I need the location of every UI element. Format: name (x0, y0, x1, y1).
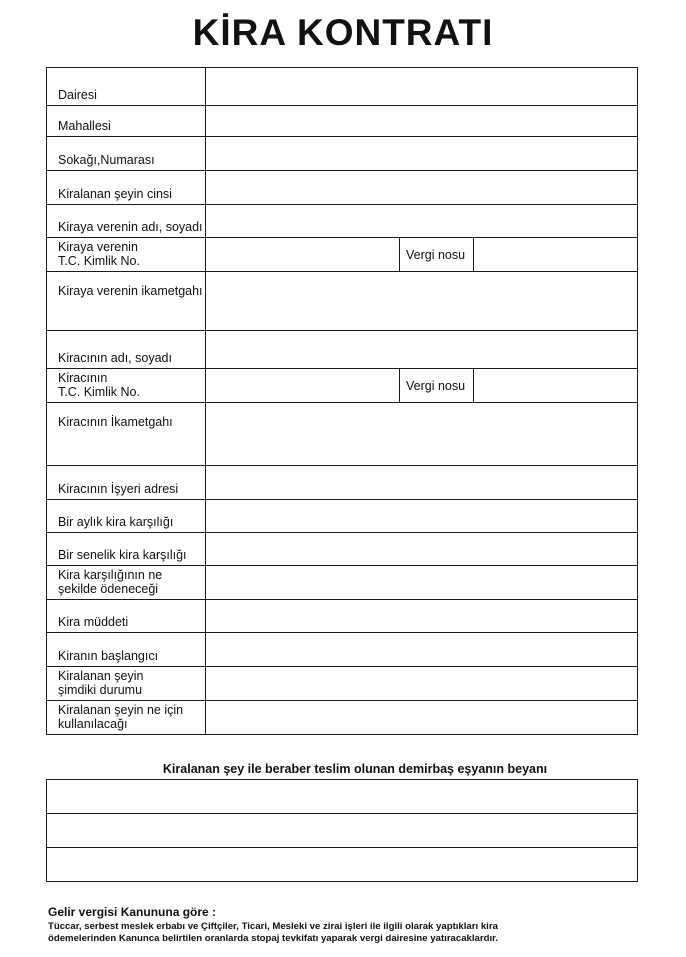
label-veren-tc-line1: Kiraya verenin (58, 240, 138, 254)
field-sokak[interactable] (206, 137, 638, 171)
tax-note-heading: Gelir vergisi Kanununa göre : (48, 905, 217, 919)
label-kiraci-tc (47, 369, 206, 403)
field-odeme[interactable] (206, 566, 638, 600)
declaration-line-2[interactable] (47, 814, 638, 848)
label-kiraci-ikamet: Kiracının İkametgahı (47, 403, 206, 466)
tax-note-line-1: Tüccar, serbest meslek erbabı ve Çiftçiler, Ticari, Mesleki ve zirai işleri ile ilgili olarak yaptıkları kira (48, 921, 498, 932)
label-kullanim-line2: kullanılacağı (58, 717, 128, 731)
row-kiraci-ad (47, 331, 638, 369)
row-aylik (47, 500, 638, 533)
row-kiraci-ikamet (47, 403, 638, 466)
row-daire (47, 68, 638, 106)
declaration-line-1[interactable] (47, 780, 638, 814)
label-sokak: Sokağı,Numarası (47, 137, 206, 171)
label-veren-tc (47, 238, 206, 272)
field-baslangic[interactable] (206, 633, 638, 667)
declaration-row (47, 780, 638, 814)
label-daire: Dairesi (47, 68, 206, 106)
label-kullanim (47, 701, 206, 735)
label-veren-tc-line2: T.C. Kimlik No. (58, 254, 140, 268)
declaration-table (46, 779, 638, 882)
field-senelik[interactable] (206, 533, 638, 566)
label-durum (47, 667, 206, 701)
field-kullanim[interactable] (206, 701, 638, 735)
field-mahalle[interactable] (206, 106, 638, 137)
declaration-line-3[interactable] (47, 848, 638, 882)
row-veren-tc (47, 238, 638, 272)
row-veren-ad (47, 205, 638, 238)
row-veren-ikamet (47, 272, 638, 331)
row-kiraci-tc (47, 369, 638, 403)
row-kullanim (47, 701, 638, 735)
field-durum[interactable] (206, 667, 638, 701)
field-veren-tc[interactable] (206, 238, 400, 272)
field-aylik[interactable] (206, 500, 638, 533)
label-kiraci-ad: Kiracının adı, soyadı (47, 331, 206, 369)
label-mahalle: Mahallesi (47, 106, 206, 137)
row-sokak (47, 137, 638, 171)
label-senelik: Bir senelik kira karşılığı (47, 533, 206, 566)
label-odeme-line2: şekilde ödeneceği (58, 582, 159, 596)
label-isyeri: Kiracının İşyeri adresi (47, 466, 206, 500)
row-senelik (47, 533, 638, 566)
label-kiraci-tc-line1: Kiracının (58, 371, 108, 385)
rental-form-table (46, 67, 638, 735)
label-durum-line1: Kiralanan şeyin (58, 669, 144, 683)
label-kiraci-vergi: Vergi nosu (400, 369, 474, 403)
field-daire[interactable] (206, 68, 638, 106)
row-odeme (47, 566, 638, 600)
field-cins[interactable] (206, 171, 638, 205)
label-odeme-line1: Kira karşılığının ne (58, 568, 163, 582)
row-baslangic (47, 633, 638, 667)
field-muddet[interactable] (206, 600, 638, 633)
field-veren-vergi[interactable] (474, 238, 638, 272)
field-kiraci-vergi[interactable] (474, 369, 638, 403)
document-title: KİRA KONTRATI (192, 12, 494, 53)
tax-note-line-2: ödemelerinden Kanunca belirtilen oranlarda stopaj tevkifatı yaparak vergi dairesine yatıracaklardır. (48, 933, 499, 944)
field-kiraci-ikamet[interactable] (206, 403, 638, 466)
label-veren-vergi: Vergi nosu (400, 238, 474, 272)
label-odeme (47, 566, 206, 600)
label-durum-line2: şimdiki durumu (58, 683, 143, 697)
declaration-row (47, 814, 638, 848)
row-muddet (47, 600, 638, 633)
field-isyeri[interactable] (206, 466, 638, 500)
field-veren-ikamet[interactable] (206, 272, 638, 331)
label-cins: Kiralanan şeyin cinsi (47, 171, 206, 205)
declaration-row (47, 848, 638, 882)
row-durum (47, 667, 638, 701)
tax-note-body (48, 921, 648, 945)
label-veren-ikamet: Kiraya verenin ikametgahı (47, 272, 206, 331)
row-cins (47, 171, 638, 205)
field-veren-ad[interactable] (206, 205, 638, 238)
label-baslangic: Kiranın başlangıcı (47, 633, 206, 667)
label-veren-ad: Kiraya verenin adı, soyadı (47, 205, 206, 238)
label-aylik: Bir aylık kira karşılığı (47, 500, 206, 533)
field-kiraci-ad[interactable] (206, 331, 638, 369)
row-isyeri (47, 466, 638, 500)
field-kiraci-tc[interactable] (206, 369, 400, 403)
label-muddet: Kira müddeti (47, 600, 206, 633)
label-kullanim-line1: Kiralanan şeyin ne için (58, 703, 184, 717)
declaration-title: Kiralanan şey ile beraber teslim olunan demirbaş eşyanın beyanı (162, 762, 548, 776)
label-kiraci-tc-line2: T.C. Kimlik No. (58, 385, 140, 399)
row-mahalle (47, 106, 638, 137)
